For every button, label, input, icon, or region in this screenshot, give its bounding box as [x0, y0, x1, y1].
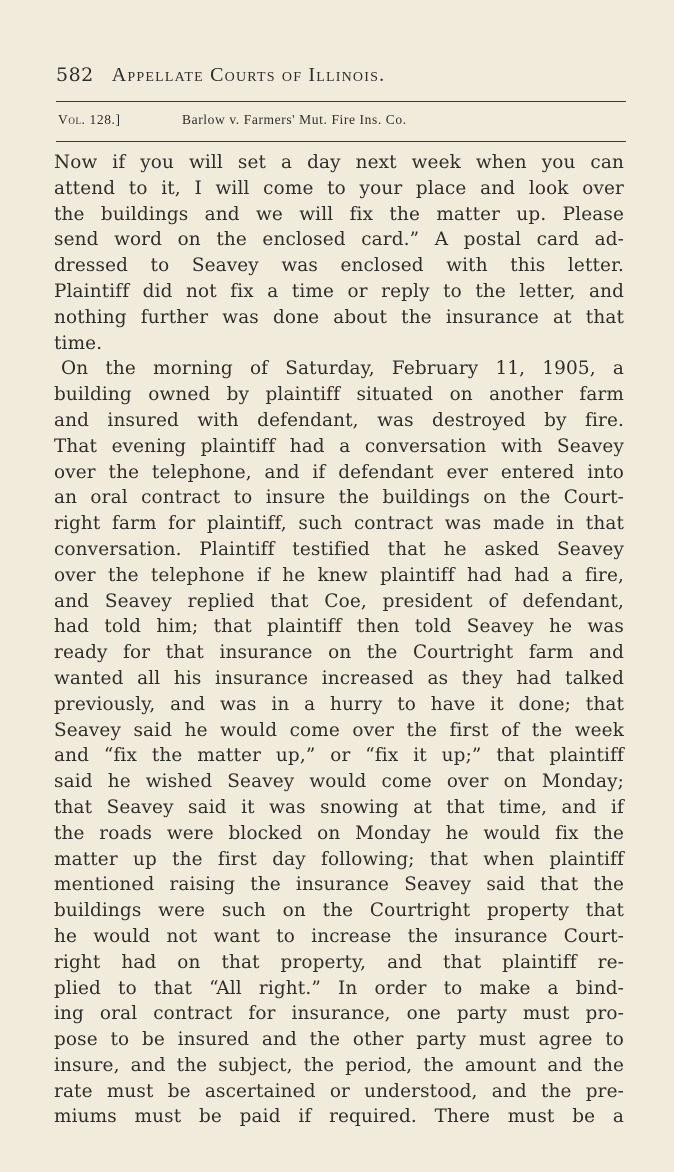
text-line: he would not want to increase the insurance Court-: [54, 925, 624, 947]
text-line: and “fix the matter up,” or “fix it up;” that plaintiff: [54, 745, 624, 767]
text-line: building owned by plaintiff situated on another farm: [54, 384, 624, 406]
text-line: over the telephone, and if defendant ever entered into: [54, 461, 624, 483]
text-line: Now if you will set a day next week when you can: [54, 152, 624, 173]
paragraph-first-line: On the morning of Saturday, February 11, 1905, a: [61, 358, 624, 380]
text-line: pose to be insured and the other party must agree to: [54, 1029, 624, 1051]
text-line: dressed to Seavey was enclosed with this letter.: [54, 255, 624, 277]
case-caption-line: [58, 110, 623, 130]
text-line: over the telephone if he knew plaintiff had had a fire,: [54, 564, 624, 586]
text-line: miums must be paid if required. There must be a: [54, 1106, 624, 1128]
text-line: right had on that property, and that plaintiff re-: [54, 951, 624, 973]
text-line: an oral contract to insure the buildings on the Court-: [54, 487, 624, 509]
text-line: attend to it, I will come to your place and look over: [54, 177, 624, 199]
text-line: and insured with defendant, was destroyed by fire.: [54, 409, 624, 431]
header-rule-top: [56, 101, 626, 102]
text-line: the roads were blocked on Monday he would fix the: [54, 822, 624, 844]
text-line: insure, and the subject, the period, the amount and the: [54, 1054, 624, 1076]
text-line: plied to that “All right.” In order to make a bind-: [54, 977, 624, 999]
text-line: ing oral contract for insurance, one party must pro-: [54, 1003, 624, 1025]
text-line: right farm for plaintiff, such contract was made in that: [54, 513, 624, 535]
case-caption: Barlow v. Farmers' Mut. Fire Ins. Co.: [182, 112, 407, 127]
text-line: ready for that insurance on the Courtright farm and: [54, 642, 624, 664]
running-head: [56, 64, 626, 92]
text-line: Plaintiff did not fix a time or reply to the letter, and: [54, 280, 624, 302]
text-line: conversation. Plaintiff testified that he asked Seavey: [54, 538, 624, 560]
volume-reference: Vol. 128.]: [58, 112, 121, 127]
court-title: Appellate Courts of Illinois.: [111, 64, 386, 86]
text-line: had told him; that plaintiff then told Seavey he was: [54, 616, 624, 638]
text-line: said he wished Seavey would come over on Monday;: [54, 771, 624, 793]
text-line: buildings were such on the Courtright property that: [54, 900, 624, 922]
body-text: [54, 150, 624, 1130]
text-line: that Seavey said it was snowing at that time, and if: [54, 796, 624, 818]
text-line: wanted all his insurance increased as they had talked: [54, 667, 624, 689]
text-line: time.: [54, 332, 103, 354]
text-line: previously, and was in a hurry to have it done; that: [54, 693, 624, 715]
text-line: mentioned raising the insurance Seavey said that the: [54, 874, 624, 896]
text-line: That evening plaintiff had a conversation with Seavey: [54, 435, 624, 457]
text-line: matter up the first day following; that when plaintiff: [54, 848, 624, 870]
page-number: 582: [56, 64, 94, 86]
text-line: and Seavey replied that Coe, president of defendant,: [54, 590, 624, 612]
text-line: nothing further was done about the insurance at that: [54, 306, 624, 328]
text-line: send word on the enclosed card.” A postal card ad-: [54, 229, 624, 251]
text-line: rate must be ascertained or understood, and the pre-: [54, 1080, 624, 1102]
header-rule-bottom: [56, 141, 626, 142]
text-line: Seavey said he would come over the first of the week: [54, 719, 624, 741]
text-line: the buildings and we will fix the matter up. Please: [54, 203, 624, 225]
